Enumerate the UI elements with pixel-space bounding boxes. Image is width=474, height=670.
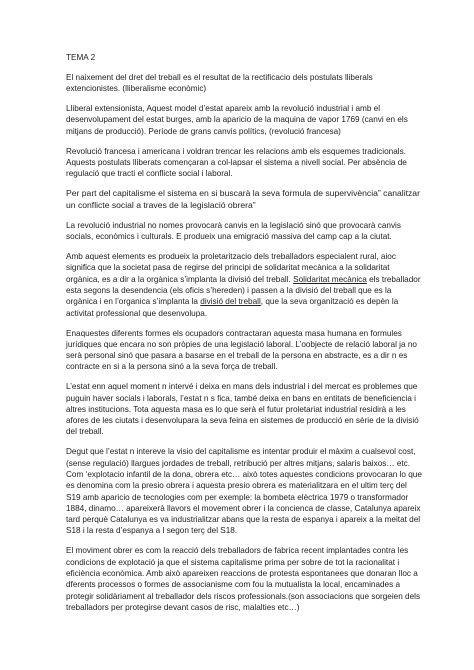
paragraph-7: Enaquestes diferents formes els ocupadors contractaran aquesta masa humana en formules jurídiques que encara no son pròpies de una legislació laboral. L’oobjecte de relació laboral ja no serà personal sinó que pasara a basarse en el treball de la persona en abstracte, es a dir n es contracte en si a la persona sinó a la seva força de treball. xyxy=(66,328,417,372)
document-body xyxy=(66,72,422,613)
paragraph-2: Lliberal extensionista, Aquest model d’estat apareix amb la revolució industrial i amb el desenvolupament del estat burges, amb la aparicio de la maquina de vapor 1769 (canvi en els mitjans de producció). Període de grans canvis polítics, (revolució francesa) xyxy=(66,104,408,136)
paragraph-5: La revolució industrial no nomes provocarà canvis en la legislació sinó que provocarà canvis socials, econòmics i culturals. E produeix una emigració massiva del camp cap a la ciutat. xyxy=(66,220,401,242)
paragraph-10: El moviment obrer es com la reacció dels treballadors de fabrica recent implantades contra les condicions de explotació ja que el sistema capitalisme prima per sobre de tot la racionalitat i eficiència econòmica. Amb això apareixen reaccions de protesta espontanees que donaran lloc a dferents processos o formes de associanisme com fou la mutualista la local, encaminades a protegir solidàriament al treballador dels riscos professionals.(son associacions que sorgeien dels treballadors per protegirse devant casos de risc, malalties etc…) xyxy=(66,546,421,612)
paragraph-text-segment: els treballador esta segons la desendencia (els oficis s’hereden) i passen a la divisió del treball que es la orgànica i en l’organica s’implanta la xyxy=(66,274,421,307)
underlined-term: divisió del treball xyxy=(200,297,261,307)
underlined-term: Solidaritat mecànica xyxy=(293,274,367,284)
paragraph-text-segment: Amb aquest elements es produeix la proletaritzacio dels treballadors especialent rural, aioc significa que la societat pasa de regirse del principi de solidaritat mecànica a la solidaritat orgànica, es a dir a la orgànica s’implanta la divisió del treball. xyxy=(66,252,396,284)
page-title: TEMA 2 xyxy=(66,53,96,62)
paragraph-3: Revolució francesa i americana i voldran trencar les relacions amb els esquemes tradicionals. Aquests postulats lliberats començaran a col-lapsar el sistema a nivell social. Per absència de regulació que tracti el conflicte social i laboral. xyxy=(66,146,407,179)
paragraph-4: Per part del capitalisme el sistema en si buscarà la seva formula de supervivència” canalitzar un conflicte social a traves de la legislació obrera” xyxy=(66,188,420,210)
paragraph-9: Degut que l’estat n intereve la visio del capitalisme es intentar produir el màxim a cualsevol cost,(sense regulació) llargues jordades de treball, retribució per altres mitjans, salaris baixos… etc. Com ‘explotacio infantil de la dona, obrera etc… això totes aquestes condicions provocaran lo que es denomina com la presio obrera i aquesta presio obrera es materialitzara en el ultim terç del S19 amb aparicio de tecnologies com per exemple: la bombeta elèctrica 1979 o transformador 1884, dinamo… apareixerà llavors el movement obrer i la concienca de classe, Catalunya apareix tard perquè Catalunya es va industrialitzar abans que la resta de espanya i apareix a la meitat del S18 i la resta d’espanya a l segon terç del S18. xyxy=(66,447,422,536)
paragraph-1: El naixement del dret del treball es el resultat de la rectificacio dels postulats lliberals extencionistes. (lliberalisme econòmic) xyxy=(66,73,373,94)
paragraph-8: L’estat enn aquel moment n intervé i deixa en mans dels industrial i del mercat es problemes que puguin haver socials i laborals, l’estat n s fica, també deixa en bans en entitats de beneficiencia i altres institucions. Tota aquesta masa es lo que serà el futur proletariat industrial residirà a les afores de les ciutats i desenvolupara la seva feina en sistemes de producció en sèrie de la divisió del treball. xyxy=(66,382,419,437)
paragraph-text-segment: , que la seva organització es depèn la activitat professional que desenvolupa. xyxy=(66,297,399,318)
paragraph-6 xyxy=(66,251,422,319)
